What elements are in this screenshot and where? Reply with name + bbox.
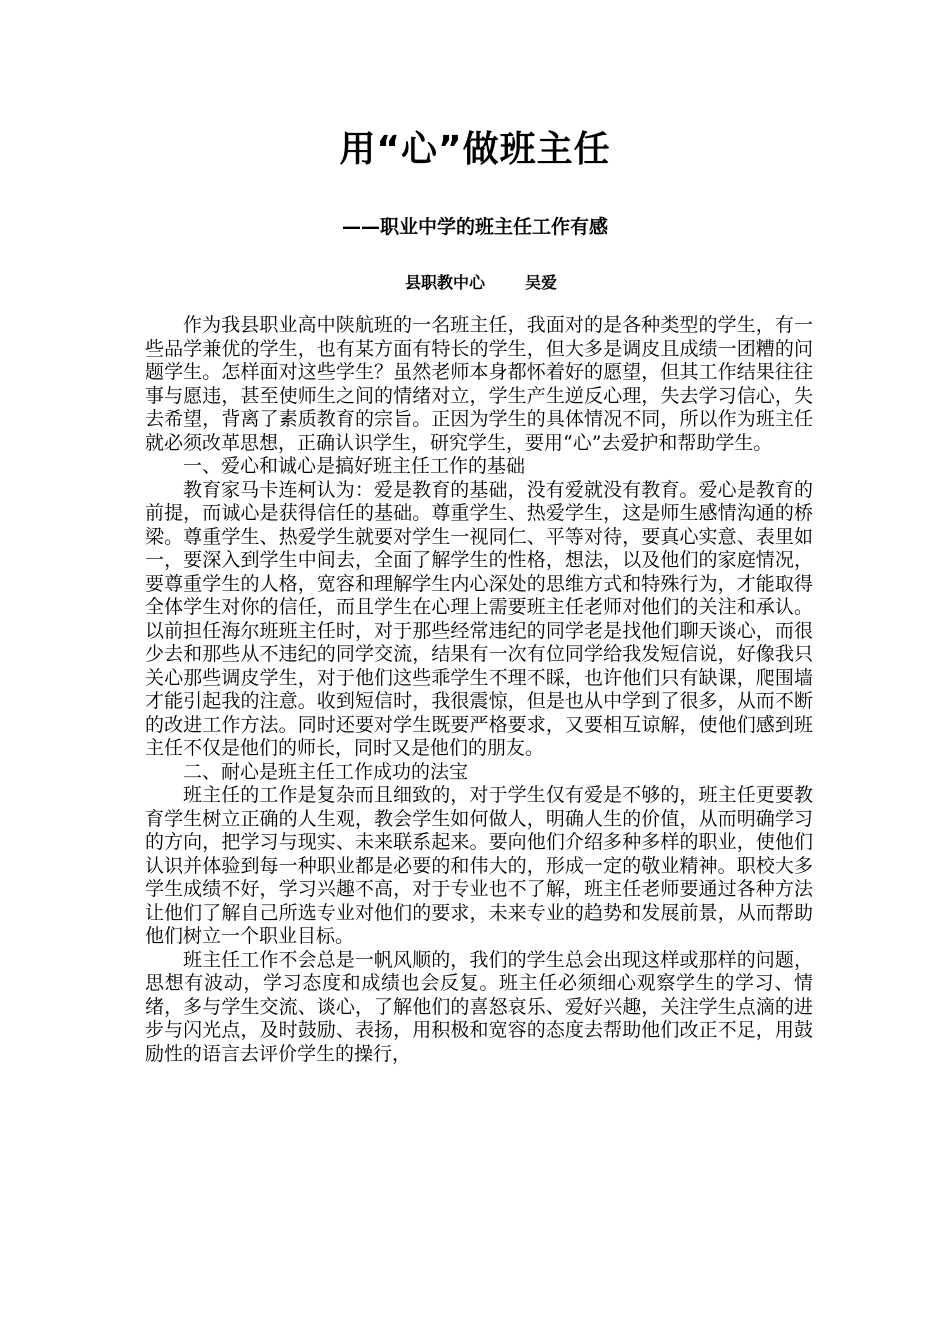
body-paragraph: 教育家马卡连柯认为：爱是教育的基础，没有爱就没有教育。爱心是教育的前提，而诚心是获得信任的基础。尊重学生、热爱学生，这是师生感情沟通的桥梁。尊重学生、热爱学生就要对学生一视同仁、平等对待，要真心实意、表里如一，要深入到学生中间去，全面了解学生的性格，想法，以及他们的家庭情况，要尊重学生的人格，宽容和理解学生内心深处的思维方式和特殊行为，才能取得全体学生对你的信任，而且学生在心理上需要班主任老师对他们的关注和承认。以前担任海尔班班主任时，对于那些经常违纪的同学老是找他们聊天谈心，而很少去和那些从不违纪的同学交流，结果有一次有位同学给我发短信说，好像我只关心那些调皮学生，对于他们这些乖学生不理不睬，也许他们只有缺课，爬围墙才能引起我的注意。收到短信时，我很震惊，但是也从中学到了很多，从而不断的改进工作方法。同时还要对学生既要严格要求，又要相互谅解，使他们感到班主任不仅是他们的师长，同时又是他们的朋友。 xyxy=(145,478,813,759)
document-body xyxy=(145,314,813,1066)
document-title: 用“心”做班主任 xyxy=(339,129,611,170)
author-unit: 县职教中心 xyxy=(404,273,485,292)
body-paragraph: 班主任的工作是复杂而且细致的，对于学生仅有爱是不够的，班主任更要教育学生树立正确的人生观，教会学生如何做人，明确人生的价值，从而明确学习的方向，把学习与现实、未来联系起来。要向他们介绍多种多样的职业，使他们认识并体验到每一种职业都是必要的和伟大的，形成一定的敬业精神。职校大多学生成绩不好，学习兴趣不高，对于专业也不了解，班主任老师要通过各种方法让他们了解自己所选专业对他们的要求，未来专业的趋势和发展前景，从而帮助他们树立一个职业目标。 xyxy=(145,784,813,947)
section-heading: 一、爱心和诚心是搞好班主任工作的基础 xyxy=(183,455,526,477)
section-heading: 二、耐心是班主任工作成功的法宝 xyxy=(183,760,469,783)
body-paragraph: 作为我县职业高中陕航班的一名班主任，我面对的是各种类型的学生，有一些品学兼优的学生，也有某方面有特长的学生，但大多是调皮且成绩一团糟的问题学生。怎样面对这些学生？虽然老师本身都怀着好的愿望，但其工作结果往往事与愿违，甚至使师生之间的情绪对立，学生产生逆反心理，失去学习信心，失去希望，背离了素质教育的宗旨。正因为学生的具体情况不同，所以作为班主任就必须改革思想，正确认识学生，研究学生，要用“心”去爱护和帮助学生。 xyxy=(145,314,813,454)
document-subtitle: ——职业中学的班主任工作有感 xyxy=(341,216,608,238)
body-paragraph: 班主任工作不会总是一帆风顺的，我们的学生总会出现这样或那样的问题，思想有波动，学习态度和成绩也会反复。班主任必须细心观察学生的学习、情绪，多与学生交流、谈心，了解他们的喜怒哀乐、爱好兴趣，关注学生点滴的进步与闪光点，及时鼓励、表扬，用积极和宽容的态度去帮助他们改正不足，用鼓励性的语言去评价学生的操行， xyxy=(145,948,813,1065)
author-byline xyxy=(0,270,950,296)
author-name: 吴爱 xyxy=(525,273,558,292)
